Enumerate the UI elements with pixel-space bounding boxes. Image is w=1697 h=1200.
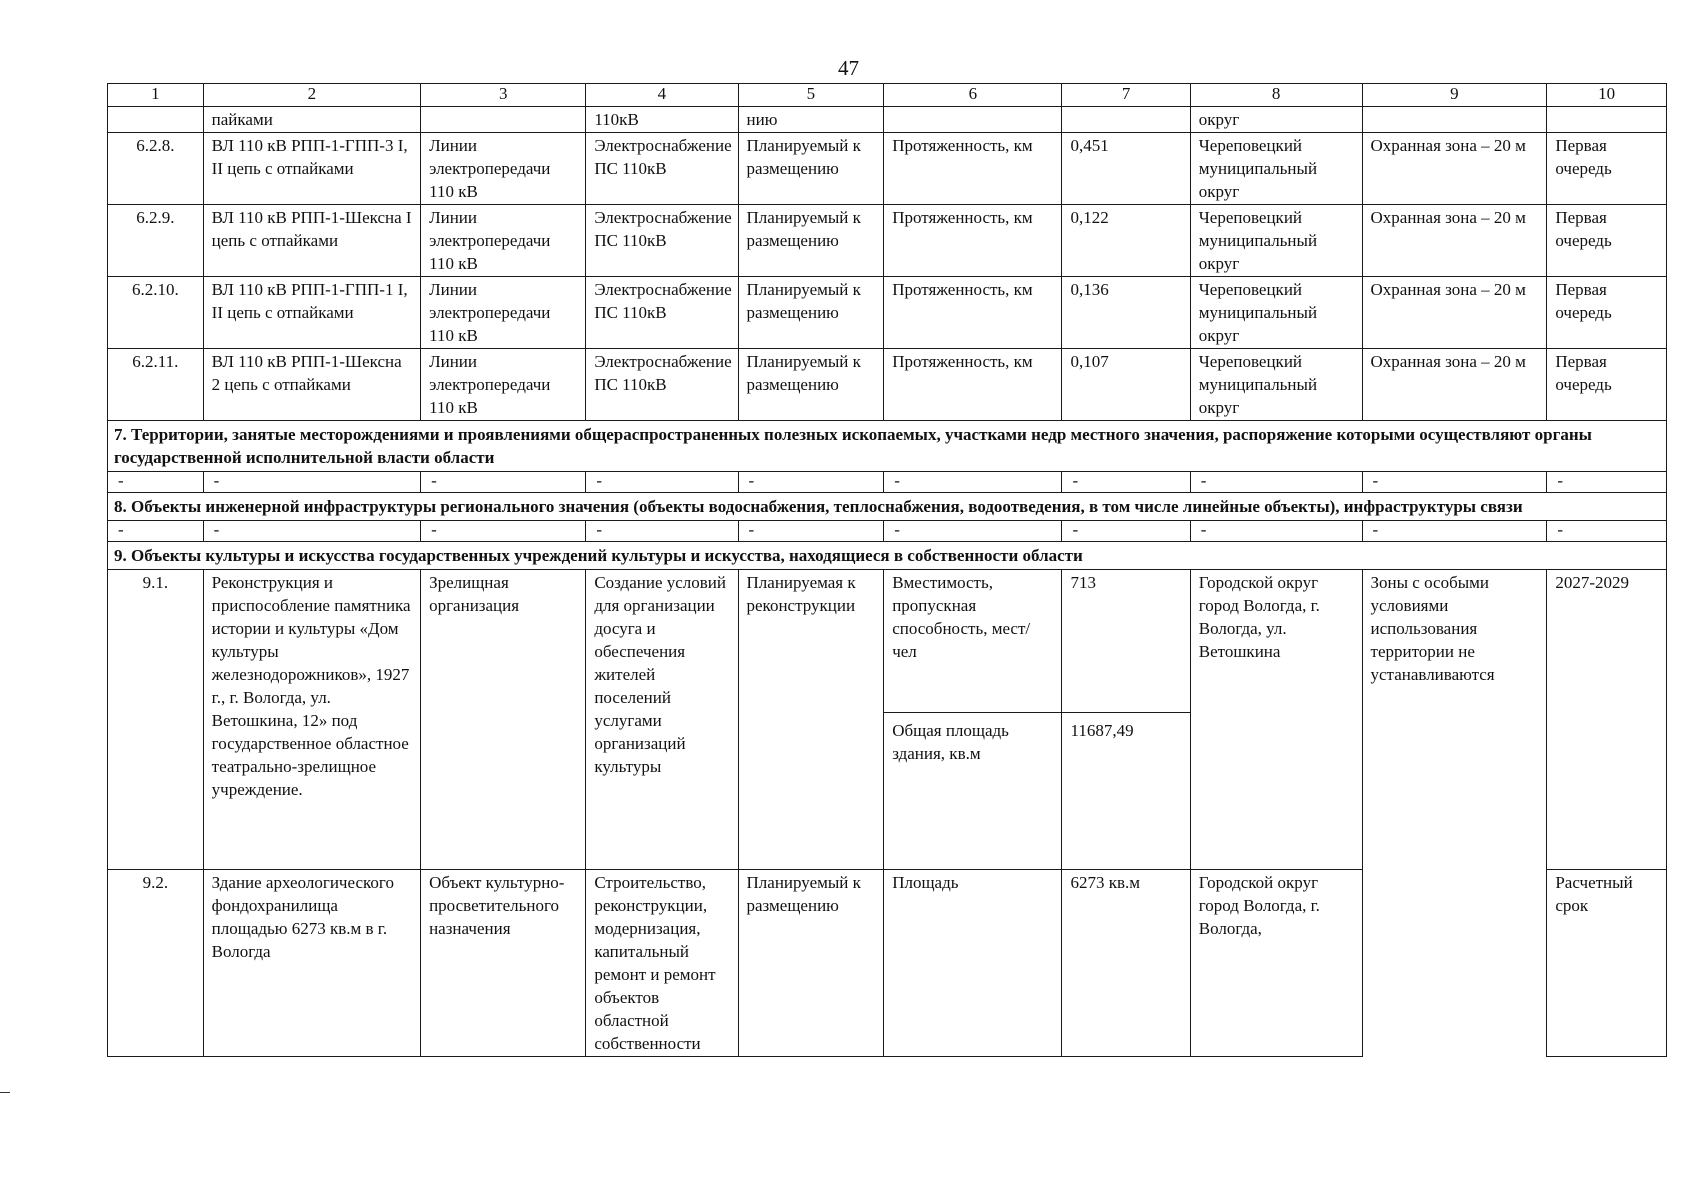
section-8-heading-row [108, 493, 1667, 521]
object-parameter: Протяженность, км [884, 205, 1062, 277]
dash-cell: - [586, 472, 738, 493]
object-status: Планируемый к размещению [738, 870, 884, 1057]
table-cell [1062, 107, 1190, 133]
section-8-empty-row [108, 521, 1667, 542]
dash-cell: - [884, 472, 1062, 493]
header-cell: 5 [738, 84, 884, 107]
object-zone: Охранная зона – 20 м [1362, 205, 1547, 277]
row-number: 6.2.10. [108, 277, 204, 349]
dash-cell: - [738, 472, 884, 493]
parameter-area: Общая площадь здания, кв.м [892, 721, 1009, 763]
row-number: 6.2.8. [108, 133, 204, 205]
object-location: Городской округ город Вологда, г. Вологда, [1190, 870, 1362, 1057]
object-parameter: Протяженность, км [884, 349, 1062, 421]
row-number: 6.2.11. [108, 349, 204, 421]
object-term: 2027-2029 [1547, 570, 1667, 870]
object-name: ВЛ 110 кВ РПП-1-Шексна I цепь с отпайками [203, 205, 420, 277]
object-parameter: Площадь [884, 870, 1062, 1057]
object-type: Линии электропередачи 110 кВ [421, 205, 586, 277]
dash-cell: - [421, 521, 586, 542]
table-cell: нию [738, 107, 884, 133]
object-zone: Зоны с особыми условиями использования территории не устанавливаются [1362, 570, 1547, 1057]
object-term: Расчетный срок [1547, 870, 1667, 1057]
table-cell [1362, 107, 1547, 133]
table-row [108, 349, 1667, 421]
object-type: Объект культурно-просветительного назначения [421, 870, 586, 1057]
object-purpose: Электроснабжение ПС 110кВ [586, 349, 738, 421]
table-row [108, 570, 1667, 870]
object-status: Планируемый к размещению [738, 133, 884, 205]
header-cell: 2 [203, 84, 420, 107]
object-purpose: Строительство, реконструкции, модернизация, капитальный ремонт и ремонт объектов областной собственности [586, 870, 738, 1057]
table-cell [421, 107, 586, 133]
object-parameter: Протяженность, км [884, 133, 1062, 205]
object-value: 0,107 [1062, 349, 1190, 421]
object-value: 0,136 [1062, 277, 1190, 349]
parameter-capacity: Вместимость, пропускная способность, мест/чел [884, 570, 1061, 713]
dash-cell: - [1362, 472, 1547, 493]
object-type: Линии электропередачи 110 кВ [421, 277, 586, 349]
object-status: Планируемый к размещению [738, 277, 884, 349]
object-status: Планируемая к реконструкции [738, 570, 884, 870]
object-name: Реконструкция и приспособление памятника истории и культуры «Дом культуры железнодорожников», 1927 г., г. Вологда, ул. Ветошкина, 12» под государственное областное театрально-зрелищное учреждение. [203, 570, 420, 870]
object-purpose: Электроснабжение ПС 110кВ [586, 277, 738, 349]
table-row [108, 277, 1667, 349]
object-location: Череповецкий муниципальный округ [1190, 349, 1362, 421]
table-cell [884, 107, 1062, 133]
dash-cell: - [203, 472, 420, 493]
table-cell [108, 107, 204, 133]
dash-cell: - [1190, 472, 1362, 493]
dash-cell: - [108, 521, 204, 542]
dash-cell: - [203, 521, 420, 542]
object-location: Череповецкий муниципальный округ [1190, 133, 1362, 205]
header-cell: 8 [1190, 84, 1362, 107]
object-term: Первая очередь [1547, 349, 1667, 421]
margin-mark [0, 1092, 10, 1093]
object-zone: Охранная зона – 20 м [1362, 133, 1547, 205]
object-value: 0,122 [1062, 205, 1190, 277]
carry-over-row [108, 107, 1667, 133]
header-cell: 7 [1062, 84, 1190, 107]
table-cell: округ [1190, 107, 1362, 133]
section-8-heading: 8. Объекты инженерной инфраструктуры регионального значения (объекты водоснабжения, теплоснабжения, водоотведения, в том числе линейные объекты), инфраструктуры связи [108, 493, 1667, 521]
header-cell: 1 [108, 84, 204, 107]
object-zone: Охранная зона – 20 м [1362, 277, 1547, 349]
object-purpose: Создание условий для организации досуга и обеспечения жителей поселений услугами организаций культуры [586, 570, 738, 870]
row-number: 9.1. [108, 570, 204, 870]
object-value: 0,451 [1062, 133, 1190, 205]
table-row [108, 205, 1667, 277]
header-cell: 6 [884, 84, 1062, 107]
section-7-empty-row [108, 472, 1667, 493]
object-zone: Охранная зона – 20 м [1362, 349, 1547, 421]
dash-cell: - [586, 521, 738, 542]
object-location: Череповецкий муниципальный округ [1190, 205, 1362, 277]
column-number-row [108, 84, 1667, 107]
table-cell: 110кВ [586, 107, 738, 133]
dash-cell: - [421, 472, 586, 493]
object-location: Череповецкий муниципальный округ [1190, 277, 1362, 349]
header-cell: 9 [1362, 84, 1547, 107]
planning-table [107, 83, 1667, 1057]
dash-cell: - [1547, 521, 1667, 542]
object-location: Городской округ город Вологда, г. Вологда, ул. Ветошкина [1190, 570, 1362, 870]
object-status: Планируемый к размещению [738, 349, 884, 421]
dash-cell: - [1062, 472, 1190, 493]
dash-cell: - [108, 472, 204, 493]
dash-cell: - [1190, 521, 1362, 542]
table-cell: пайками [203, 107, 420, 133]
object-status: Планируемый к размещению [738, 205, 884, 277]
object-value: 6273 кв.м [1062, 870, 1190, 1057]
object-type: Линии электропередачи 110 кВ [421, 133, 586, 205]
object-term: Первая очередь [1547, 133, 1667, 205]
dash-cell: - [884, 521, 1062, 542]
header-cell: 3 [421, 84, 586, 107]
table-cell [1547, 107, 1667, 133]
dash-cell: - [1547, 472, 1667, 493]
object-term: Первая очередь [1547, 277, 1667, 349]
header-cell: 10 [1547, 84, 1667, 107]
object-name: ВЛ 110 кВ РПП-1-ГПП-1 I, II цепь с отпайками [203, 277, 420, 349]
object-type: Линии электропередачи 110 кВ [421, 349, 586, 421]
value-capacity: 713 [1062, 570, 1189, 713]
dash-cell: - [738, 521, 884, 542]
page-number: 47 [838, 56, 859, 80]
row-number: 6.2.9. [108, 205, 204, 277]
dash-cell: - [1362, 521, 1547, 542]
object-name: ВЛ 110 кВ РПП-1-Шексна 2 цепь с отпайками [203, 349, 420, 421]
object-purpose: Электроснабжение ПС 110кВ [586, 205, 738, 277]
object-parameters [884, 570, 1062, 870]
object-name: Здание археологического фондохранилища площадью 6273 кв.м в г. Вологда [203, 870, 420, 1057]
dash-cell: - [1062, 521, 1190, 542]
object-purpose: Электроснабжение ПС 110кВ [586, 133, 738, 205]
object-type: Зрелищная организация [421, 570, 586, 870]
value-area: 11687,49 [1070, 721, 1134, 740]
header-cell: 4 [586, 84, 738, 107]
object-term: Первая очередь [1547, 205, 1667, 277]
object-parameter: Протяженность, км [884, 277, 1062, 349]
object-name: ВЛ 110 кВ РПП-1-ГПП-3 I, II цепь с отпайками [203, 133, 420, 205]
section-7-heading-row [108, 421, 1667, 472]
section-7-heading: 7. Территории, занятые месторождениями и проявлениями общераспространенных полезных ископаемых, участками недр местного значения, распоряжение которыми осуществляют органы государственной исполнительной власти области [108, 421, 1667, 472]
table-row [108, 133, 1667, 205]
row-number: 9.2. [108, 870, 204, 1057]
section-9-heading-row [108, 542, 1667, 570]
object-values [1062, 570, 1190, 870]
section-9-heading: 9. Объекты культуры и искусства государственных учреждений культуры и искусства, находящиеся в собственности области [108, 542, 1667, 570]
